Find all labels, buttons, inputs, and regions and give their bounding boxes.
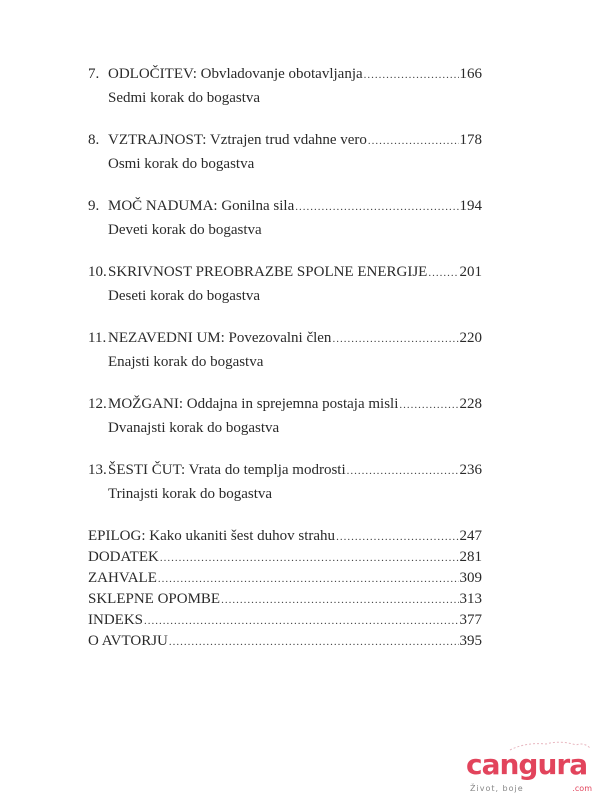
entry-title: ZAHVALE xyxy=(88,570,157,586)
dot-leader xyxy=(160,548,459,567)
page-number: 247 xyxy=(459,528,482,544)
chapter-subtitle: Osmi korak do bogastva xyxy=(108,156,255,172)
dot-leader xyxy=(158,569,459,588)
chapter-subtitle: Deveti korak do bogastva xyxy=(108,222,262,238)
dot-leader xyxy=(368,131,459,150)
chapter-number: 11. xyxy=(88,330,107,346)
chapter-subtitle: Enajsti korak do bogastva xyxy=(108,354,264,370)
toc-entry-o-avtorju xyxy=(88,631,482,651)
chapter-title: MOČ NADUMA: Gonilna sila xyxy=(108,198,295,214)
page-number: 194 xyxy=(459,198,482,214)
toc-entry-chapter-9 xyxy=(88,196,482,240)
dot-leader xyxy=(332,329,458,348)
logo-tagline: Život, boje xyxy=(470,784,524,793)
toc-entry-chapter-12 xyxy=(88,394,482,438)
chapter-title: ODLOČITEV: Obvladovanje obotavljanja xyxy=(108,66,363,82)
chapter-title: ŠESTI ČUT: Vrata do templja modrosti xyxy=(108,462,346,478)
page-number: 395 xyxy=(459,633,482,649)
dot-leader xyxy=(399,395,458,414)
chapter-title: SKRIVNOST PREOBRAZBE SPOLNE ENERGIJE xyxy=(108,264,428,280)
toc-entry-sklepne-opombe xyxy=(88,589,482,609)
toc-entry-chapter-13 xyxy=(88,460,482,504)
chapter-number: 12. xyxy=(88,396,107,412)
page-number: 228 xyxy=(459,396,482,412)
toc-entry-chapter-7 xyxy=(88,64,482,108)
chapter-number: 9. xyxy=(88,198,100,214)
logo-brand-text: cangura xyxy=(466,748,588,781)
logo-domain-suffix: .com xyxy=(572,784,592,793)
back-matter-list xyxy=(88,526,482,652)
chapter-subtitle: Dvanajsti korak do bogastva xyxy=(108,420,280,436)
dot-leader xyxy=(221,590,458,609)
toc-entry-chapter-8 xyxy=(88,130,482,174)
toc-entry-zahvale xyxy=(88,568,482,588)
chapter-number: 8. xyxy=(88,132,100,148)
entry-title: DODATEK xyxy=(88,549,159,565)
page-number: 236 xyxy=(459,462,482,478)
entry-title: O AVTORJU xyxy=(88,633,168,649)
toc-entry-chapter-10 xyxy=(88,262,482,306)
chapter-number: 13. xyxy=(88,462,107,478)
chapter-number: 10. xyxy=(88,264,107,280)
toc-entry-epilog xyxy=(88,526,482,546)
page-number: 377 xyxy=(459,612,482,628)
chapter-subtitle: Sedmi korak do bogastva xyxy=(108,90,261,106)
page-number: 313 xyxy=(459,591,482,607)
page-number: 201 xyxy=(459,264,482,280)
page-number: 309 xyxy=(459,570,482,586)
chapter-subtitle: Trinajsti korak do bogastva xyxy=(108,486,273,502)
chapter-title: NEZAVEDNI UM: Povezovalni člen xyxy=(108,330,332,346)
chapter-number: 7. xyxy=(88,66,100,82)
toc-entry-dodatek xyxy=(88,547,482,567)
chapter-title: VZTRAJNOST: Vztrajen trud vdahne vero xyxy=(108,132,367,148)
page-number: 178 xyxy=(459,132,482,148)
dot-leader xyxy=(428,263,458,282)
chapter-subtitle: Deseti korak do bogastva xyxy=(108,288,261,304)
page-number: 166 xyxy=(459,66,482,82)
entry-title: INDEKS xyxy=(88,612,143,628)
dot-leader xyxy=(364,65,459,84)
entry-title: SKLEPNE OPOMBE xyxy=(88,591,221,607)
toc-entry-indeks xyxy=(88,610,482,630)
cangura-watermark-logo xyxy=(466,738,596,798)
toc-entry-chapter-11 xyxy=(88,328,482,372)
chapter-title: MOŽGANI: Oddajna in sprejemna postaja misli xyxy=(108,396,399,412)
dot-leader xyxy=(336,527,458,546)
dot-leader xyxy=(144,611,459,630)
dot-leader xyxy=(295,197,458,216)
page-number: 220 xyxy=(459,330,482,346)
entry-title: EPILOG: Kako ukaniti šest duhov strahu xyxy=(88,528,336,544)
dot-leader xyxy=(347,461,459,480)
dot-leader xyxy=(169,632,459,651)
page-number: 281 xyxy=(459,549,482,565)
